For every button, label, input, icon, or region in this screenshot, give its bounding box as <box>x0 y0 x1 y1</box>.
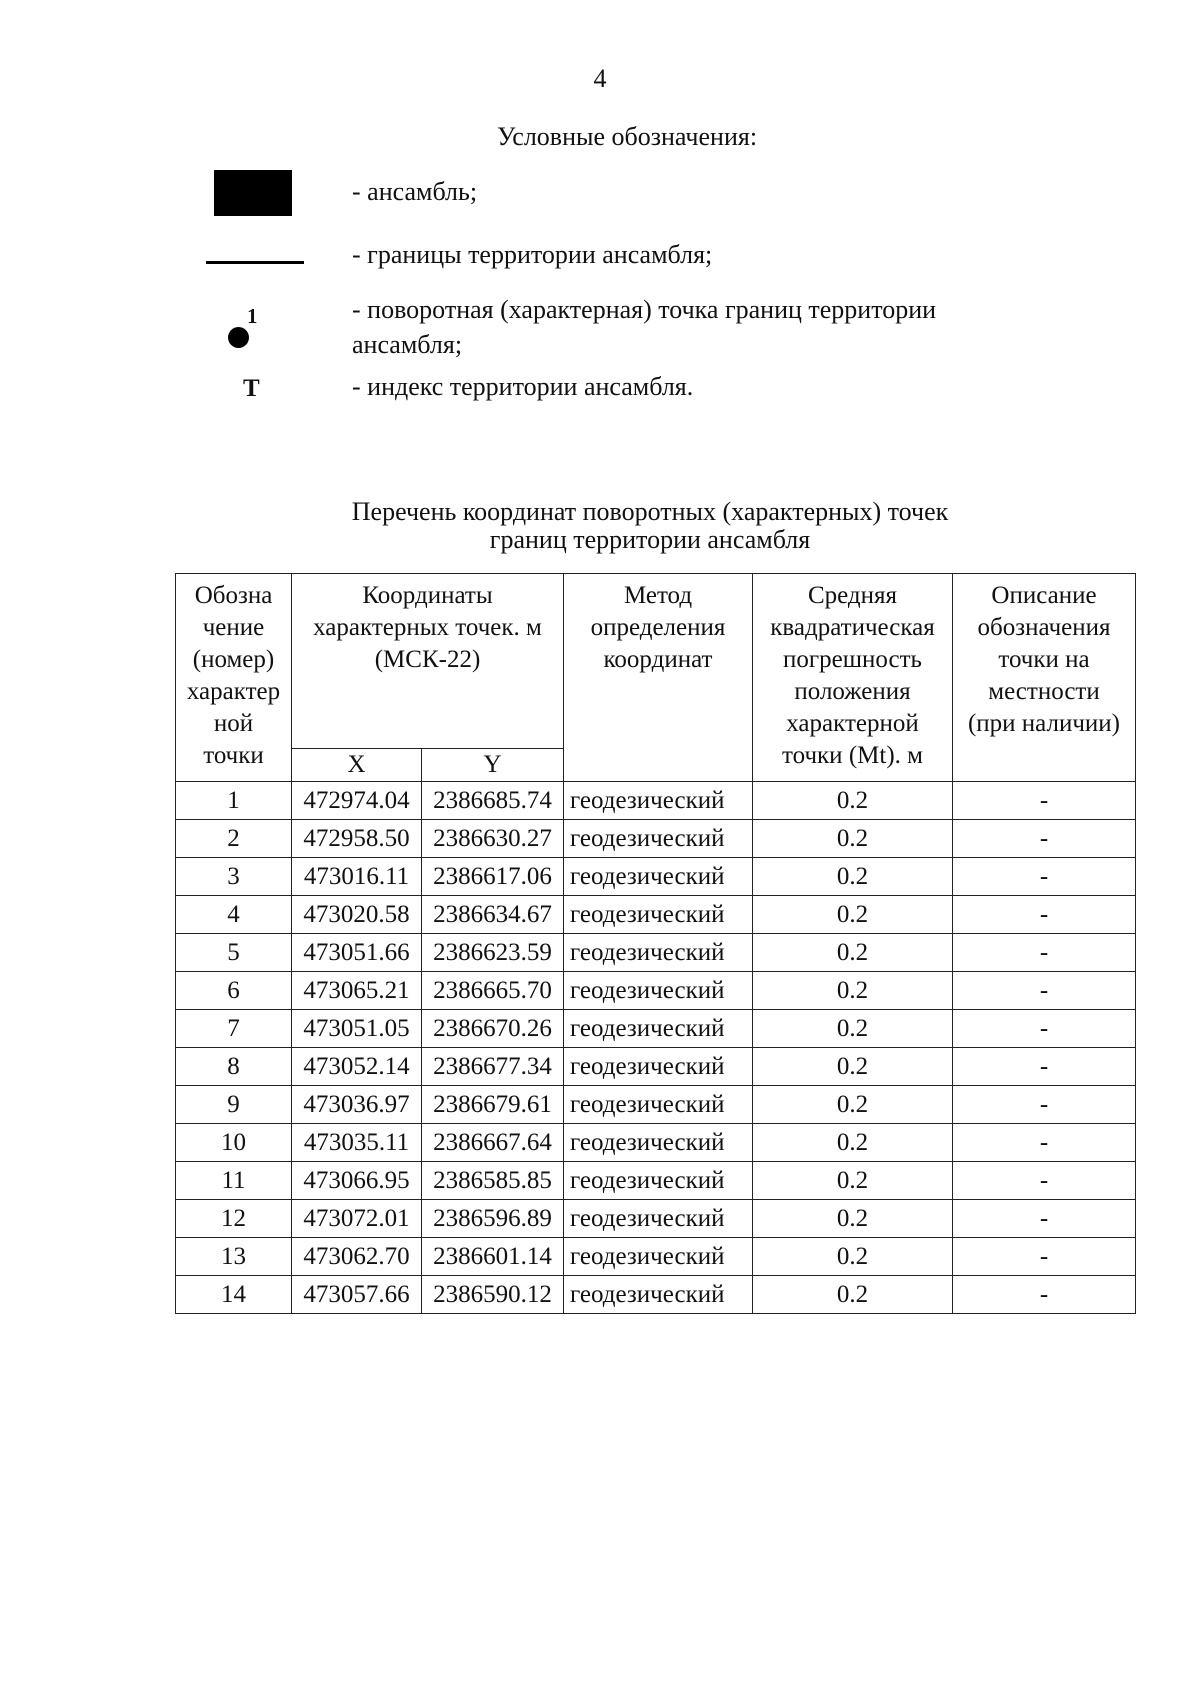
error-cell: 0.2 <box>753 1162 953 1200</box>
x-coordinate-cell: 473020.58 <box>292 896 422 934</box>
y-coordinate-cell: 2386601.14 <box>422 1238 564 1276</box>
point-number-cell: 3 <box>176 858 292 896</box>
x-coordinate-cell: 473051.66 <box>292 934 422 972</box>
description-cell: - <box>953 934 1136 972</box>
page-number: 4 <box>593 64 607 93</box>
y-coordinate-cell: 2386590.12 <box>422 1276 564 1314</box>
table-row <box>176 1162 1136 1200</box>
error-cell: 0.2 <box>753 1010 953 1048</box>
point-number-cell: 6 <box>176 972 292 1010</box>
method-cell: геодезический <box>564 1124 753 1162</box>
error-cell: 0.2 <box>753 1238 953 1276</box>
y-coordinate-cell: 2386617.06 <box>422 858 564 896</box>
boundary-line-icon <box>206 261 304 264</box>
method-cell: геодезический <box>564 934 753 972</box>
legend-text-boundary: - границы территории ансамбля; <box>352 240 713 269</box>
legend-text-turning-point-line2: ансамбля; <box>352 330 463 359</box>
description-cell: - <box>953 1124 1136 1162</box>
point-number-cell: 14 <box>176 1276 292 1314</box>
description-cell: - <box>953 1238 1136 1276</box>
error-cell: 0.2 <box>753 1086 953 1124</box>
description-cell: - <box>953 1276 1136 1314</box>
y-coordinate-cell: 2386585.85 <box>422 1162 564 1200</box>
header-coordinates: Координаты характерных точек. м (МСК-22) <box>292 574 564 749</box>
caption-line-2: границ территории ансамбля <box>489 525 811 554</box>
error-cell: 0.2 <box>753 1124 953 1162</box>
y-coordinate-cell: 2386634.67 <box>422 896 564 934</box>
y-coordinate-cell: 2386685.74 <box>422 782 564 820</box>
x-coordinate-cell: 473066.95 <box>292 1162 422 1200</box>
table-row <box>176 896 1136 934</box>
description-cell: - <box>953 1048 1136 1086</box>
table-caption <box>300 498 1000 554</box>
y-coordinate-cell: 2386670.26 <box>422 1010 564 1048</box>
legend-text-index: - индекс территории ансамбля. <box>352 372 694 401</box>
x-coordinate-cell: 473057.66 <box>292 1276 422 1314</box>
table-body <box>176 782 1136 1314</box>
x-coordinate-cell: 472958.50 <box>292 820 422 858</box>
point-number-cell: 8 <box>176 1048 292 1086</box>
method-cell: геодезический <box>564 1010 753 1048</box>
point-number-cell: 7 <box>176 1010 292 1048</box>
description-cell: - <box>953 896 1136 934</box>
header-error: Средняя квадратическая погрешность положения характерной точки (Mt). м <box>753 574 953 782</box>
x-coordinate-cell: 473016.11 <box>292 858 422 896</box>
method-cell: геодезический <box>564 896 753 934</box>
method-cell: геодезический <box>564 820 753 858</box>
method-cell: геодезический <box>564 1086 753 1124</box>
error-cell: 0.2 <box>753 1048 953 1086</box>
y-coordinate-cell: 2386630.27 <box>422 820 564 858</box>
method-cell: геодезический <box>564 1200 753 1238</box>
point-number-cell: 1 <box>176 782 292 820</box>
turning-point-dot-icon <box>228 327 249 348</box>
y-coordinate-cell: 2386667.64 <box>422 1124 564 1162</box>
method-cell: геодезический <box>564 858 753 896</box>
description-cell: - <box>953 1162 1136 1200</box>
table-row <box>176 820 1136 858</box>
header-point: Обозна чение (номер) характер ной точки <box>176 574 292 782</box>
y-coordinate-cell: 2386623.59 <box>422 934 564 972</box>
error-cell: 0.2 <box>753 782 953 820</box>
x-coordinate-cell: 472974.04 <box>292 782 422 820</box>
table-row <box>176 782 1136 820</box>
point-number-cell: 10 <box>176 1124 292 1162</box>
description-cell: - <box>953 972 1136 1010</box>
error-cell: 0.2 <box>753 1200 953 1238</box>
header-method: Метод определения координат <box>564 574 753 782</box>
table-row <box>176 1276 1136 1314</box>
description-cell: - <box>953 1200 1136 1238</box>
y-coordinate-cell: 2386677.34 <box>422 1048 564 1086</box>
error-cell: 0.2 <box>753 1276 953 1314</box>
table-row <box>176 934 1136 972</box>
blank-area <box>0 1400 1200 1697</box>
table-row <box>176 1238 1136 1276</box>
x-coordinate-cell: 473062.70 <box>292 1238 422 1276</box>
y-coordinate-cell: 2386665.70 <box>422 972 564 1010</box>
description-cell: - <box>953 1010 1136 1048</box>
point-number-cell: 11 <box>176 1162 292 1200</box>
table-row <box>176 972 1136 1010</box>
caption-line-1: Перечень координат поворотных (характерных) точек <box>351 497 949 526</box>
point-number-cell: 2 <box>176 820 292 858</box>
table-row <box>176 1200 1136 1238</box>
header-description: Описание обозначения точки на местности (при наличии) <box>953 574 1136 782</box>
header-x: X <box>292 749 422 782</box>
error-cell: 0.2 <box>753 896 953 934</box>
header-y: Y <box>422 749 564 782</box>
point-number-cell: 5 <box>176 934 292 972</box>
error-cell: 0.2 <box>753 934 953 972</box>
method-cell: геодезический <box>564 1276 753 1314</box>
territory-index-symbol: Т <box>243 375 260 402</box>
x-coordinate-cell: 473065.21 <box>292 972 422 1010</box>
point-number-cell: 12 <box>176 1200 292 1238</box>
description-cell: - <box>953 1086 1136 1124</box>
x-coordinate-cell: 473035.11 <box>292 1124 422 1162</box>
x-coordinate-cell: 473052.14 <box>292 1048 422 1086</box>
point-number-cell: 9 <box>176 1086 292 1124</box>
y-coordinate-cell: 2386596.89 <box>422 1200 564 1238</box>
ensemble-block-icon <box>214 170 292 216</box>
legend-text-turning-point-line1: - поворотная (характерная) точка границ территории <box>352 295 937 324</box>
error-cell: 0.2 <box>753 972 953 1010</box>
x-coordinate-cell: 473072.01 <box>292 1200 422 1238</box>
turning-point-number: 1 <box>247 304 258 328</box>
method-cell: геодезический <box>564 1162 753 1200</box>
method-cell: геодезический <box>564 1048 753 1086</box>
table-row <box>176 1010 1136 1048</box>
method-cell: геодезический <box>564 782 753 820</box>
error-cell: 0.2 <box>753 858 953 896</box>
point-number-cell: 4 <box>176 896 292 934</box>
legend-title: Условные обозначения: <box>497 122 758 151</box>
x-coordinate-cell: 473036.97 <box>292 1086 422 1124</box>
x-coordinate-cell: 473051.05 <box>292 1010 422 1048</box>
legend-text-ensemble: - ансамбль; <box>352 177 478 206</box>
table-row <box>176 858 1136 896</box>
method-cell: геодезический <box>564 1238 753 1276</box>
method-cell: геодезический <box>564 972 753 1010</box>
y-coordinate-cell: 2386679.61 <box>422 1086 564 1124</box>
coordinates-table <box>175 573 1136 1314</box>
table-row <box>176 1086 1136 1124</box>
table-row <box>176 1048 1136 1086</box>
error-cell: 0.2 <box>753 820 953 858</box>
table-row <box>176 1124 1136 1162</box>
description-cell: - <box>953 858 1136 896</box>
description-cell: - <box>953 820 1136 858</box>
description-cell: - <box>953 782 1136 820</box>
point-number-cell: 13 <box>176 1238 292 1276</box>
